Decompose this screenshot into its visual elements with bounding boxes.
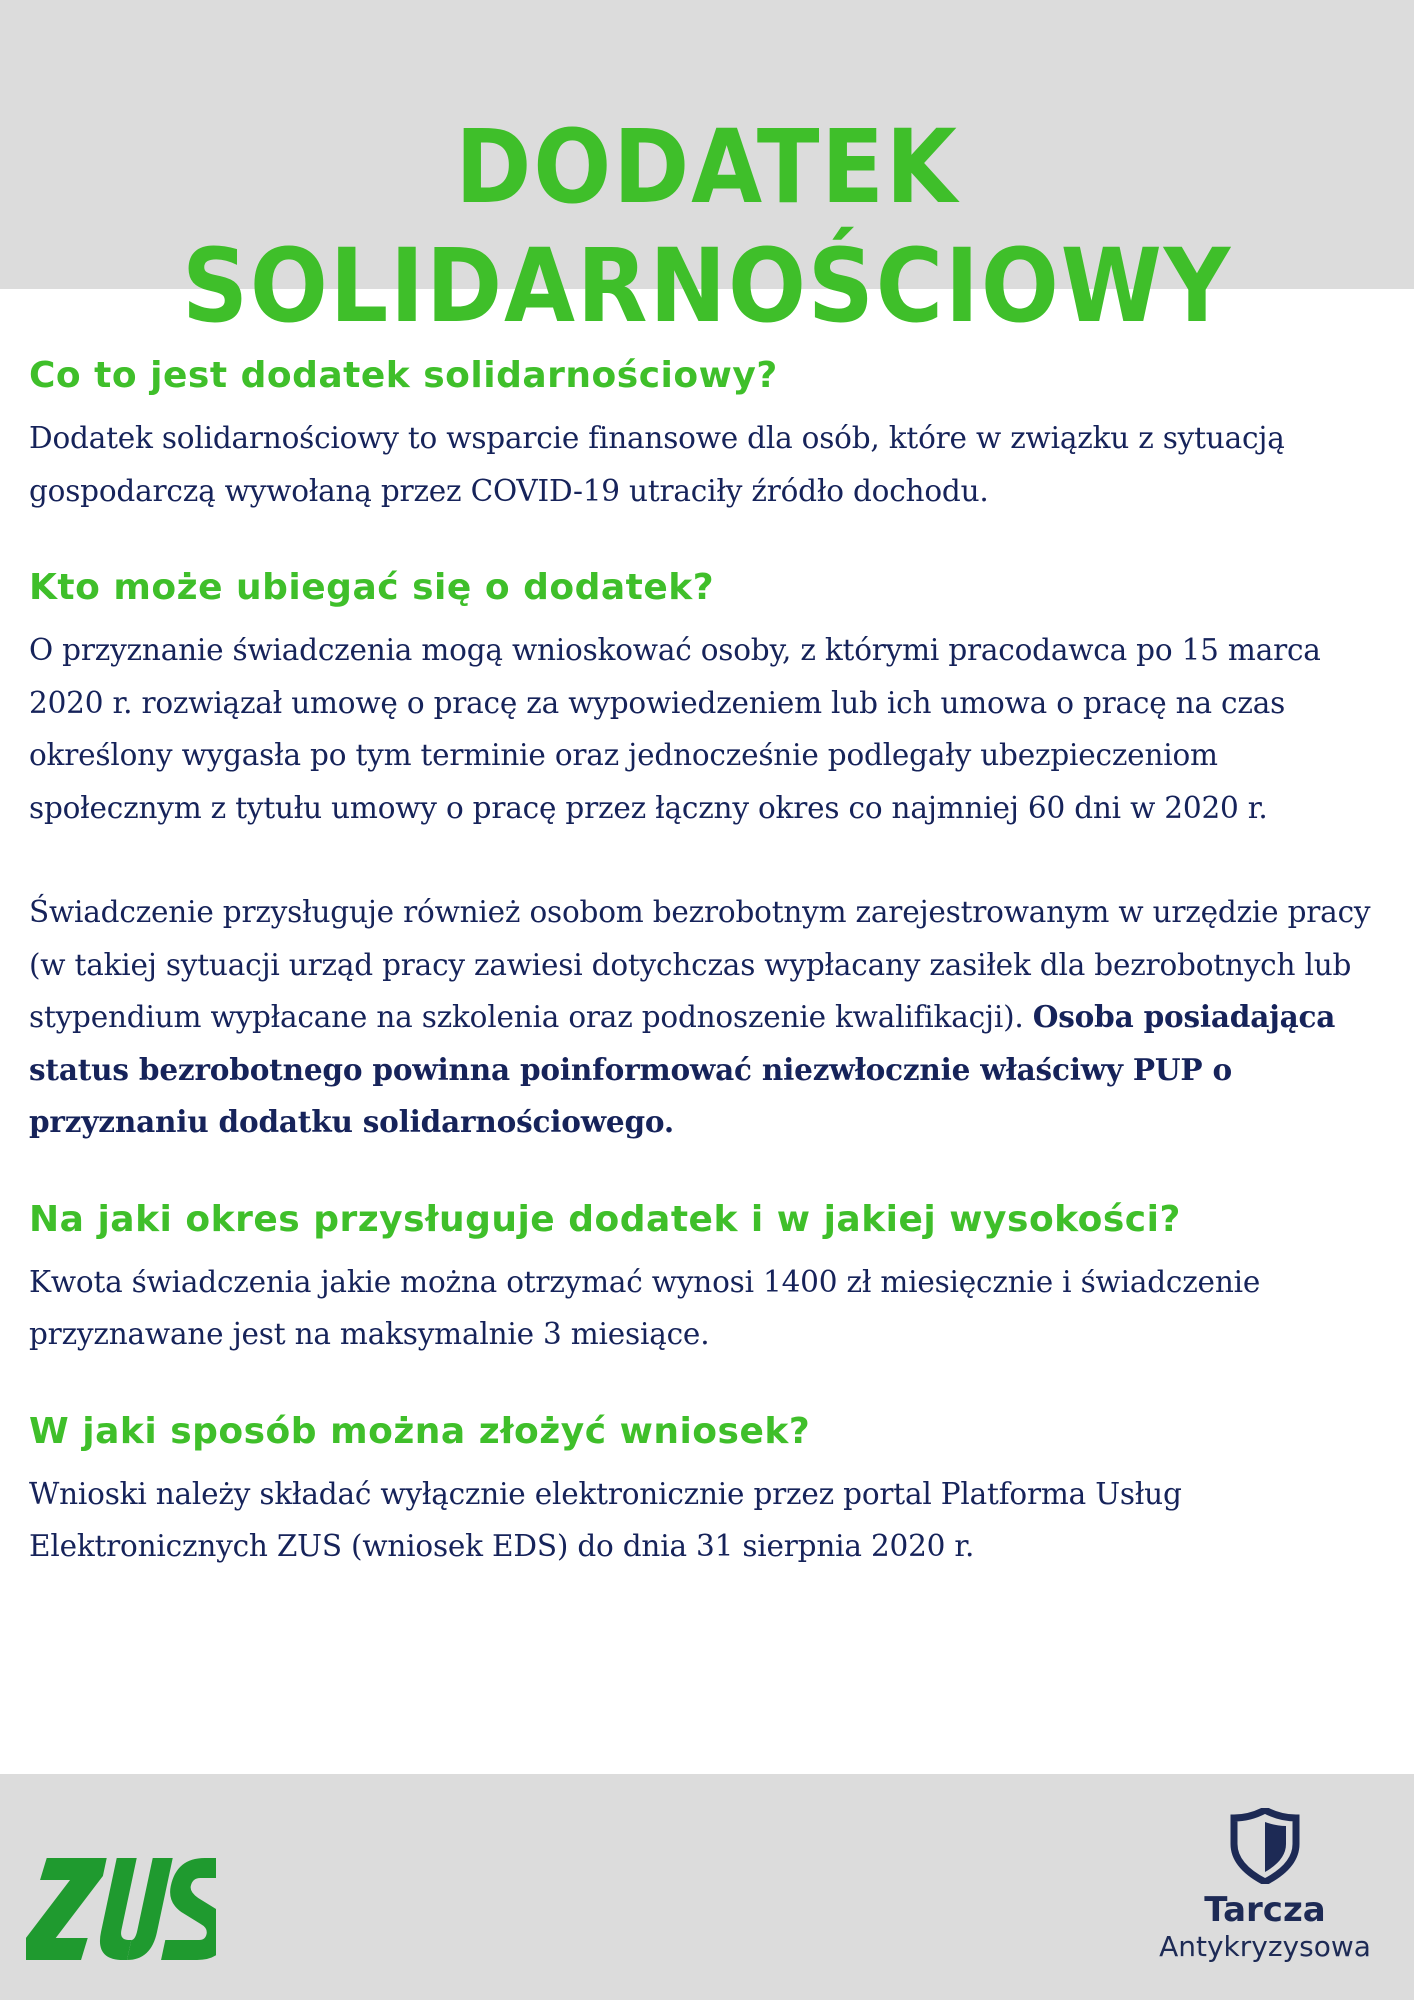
section-paragraph: O przyznanie świadczenia mogą wnioskować osoby, z którymi pracodawca po 15 marca 2020 r. rozwiązał umowę o pracę za wypowiedzeniem lub ich umowa o pracę na czas określony wygasła po tym terminie oraz jednocześnie podlegały ubezpieczeniom społecznym z tytułu umowy o pracę przez łączny okres co najmniej 60 dni w 2020 r. [29,633,1321,825]
section-heading: Na jaki okres przysługuje dodatek i w jakiej wysokości? [29,1198,1181,1240]
section-heading: W jaki sposób można złożyć wniosek? [29,1410,811,1452]
main-content [29,340,1389,1573]
section-paragraph: Dodatek solidarnościowy to wsparcie finansowe dla osób, które w związku z sytuacją gospodarczą wywołaną przez COVID-19 utraciły źródło dochodu. [29,421,1285,508]
section-paragraph: Kwota świadczenia jakie można otrzymać wynosi 1400 zł miesięcznie i świadczenie przyznawane jest na maksymalnie 3 miesiące. [29,1264,1261,1351]
section-who-can-apply [29,552,1389,1149]
shield-icon [1230,1808,1300,1884]
header-band [0,0,1414,346]
section-paragraph [29,886,1389,1149]
section-heading: Co to jest dodatek solidarnościowy? [29,355,778,396]
page-title: DODATEK SOLIDARNOŚCIOWY [181,108,1233,346]
section-what-is [29,340,1389,517]
section-how-to-apply [29,1396,1389,1573]
paragraph-text: Świadczenie przysługuje również osobom bezrobotnym zarejestrowanym w urzędzie pracy (w takiej sytuacji urząd pracy zawiesi dotychczas wypłacany zasiłek dla bezrobotnych lub stypendium wypłacane na szkolenia oraz podnoszenie kwalifikacji). [29,895,1371,1034]
tarcza-subtitle: Antykryzysowa [1159,1930,1371,1963]
section-paragraph: Wnioski należy składać wyłącznie elektronicznie przez portal Platforma Usług Elektronicznych ZUS (wniosek EDS) do dnia 31 sierpnia 2020 r. [29,1476,1182,1563]
tarcza-title: Tarcza [1204,1890,1326,1930]
paragraph-bold-text: Osoba posiadająca status bezrobotnego powinna poinformować niezwłocznie właściwy PUP o przyznaniu dodatku solidarnościowego. [29,999,1336,1139]
section-heading: Kto może ubiegać się o dodatek? [29,567,715,608]
tarcza-antykryzysowa-logo [1130,1808,1400,1998]
section-period-and-amount [29,1184,1389,1361]
zus-logo [26,1852,216,1972]
